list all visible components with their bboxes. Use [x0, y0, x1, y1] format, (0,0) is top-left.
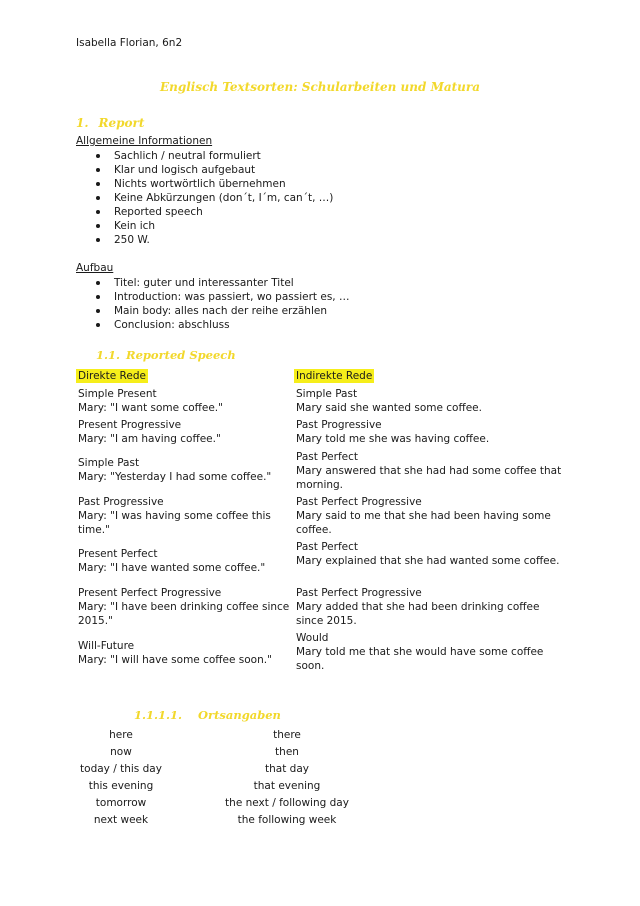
- tense-name: Simple Present: [78, 388, 157, 400]
- tense-name: Present Perfect Progressive: [78, 587, 222, 599]
- place-row: [0, 761, 640, 778]
- subsection-title: Reported Speech: [126, 348, 236, 362]
- list-item: Kein ich: [76, 219, 333, 233]
- section-number: 1.: [76, 116, 89, 130]
- tense-name: Would: [296, 632, 329, 644]
- indirect-expression: then: [275, 746, 299, 758]
- indirect-entry: [296, 387, 566, 415]
- direct-speech-header: Direkte Rede: [78, 370, 146, 382]
- indirect-entry: [296, 450, 566, 492]
- subsubsection-title: Ortsangaben: [198, 708, 281, 722]
- indirect-expression: that day: [265, 763, 309, 775]
- example-sentence: Mary: "I have wanted some coffee.": [78, 562, 266, 574]
- direct-expression: here: [109, 729, 133, 741]
- direct-entry: [78, 547, 293, 575]
- tense-name: Simple Past: [296, 388, 358, 400]
- direct-entry: [78, 418, 293, 446]
- list-item: Klar und logisch aufgebaut: [76, 163, 333, 177]
- list-item: Main body: alles nach der reihe erzählen: [76, 304, 349, 318]
- example-sentence: Mary told me that she would have some coffee soon.: [296, 646, 544, 672]
- direct-expression: now: [110, 746, 132, 758]
- list-item: Conclusion: abschluss: [76, 318, 349, 332]
- direct-entry: [78, 639, 293, 667]
- general-info-heading: Allgemeine Informationen: [76, 135, 213, 147]
- subsubsection-heading-ortsangaben: [134, 708, 281, 722]
- list-item: Keine Abkürzungen (don´t, I´m, can´t, …): [76, 191, 333, 205]
- indirect-expression: the next / following day: [225, 797, 349, 809]
- place-row: [0, 778, 640, 795]
- example-sentence: Mary: "I want some coffee.": [78, 402, 223, 414]
- list-item: Reported speech: [76, 205, 333, 219]
- direct-expression: this evening: [88, 780, 154, 792]
- indirect-expression: that evening: [253, 780, 321, 792]
- place-row: [0, 812, 640, 829]
- direct-entry: [78, 495, 293, 537]
- list-item: 250 W.: [76, 233, 333, 247]
- place-row: [0, 795, 640, 812]
- example-sentence: Mary answered that she had had some coffee that morning.: [296, 465, 562, 491]
- indirect-entry: [296, 418, 566, 446]
- list-item: Nichts wortwörtlich übernehmen: [76, 177, 333, 191]
- tense-name: Present Perfect: [78, 548, 158, 560]
- indirect-expression: there: [273, 729, 301, 741]
- direct-expression: tomorrow: [95, 797, 147, 809]
- example-sentence: Mary: "I was having some coffee this time.": [78, 510, 271, 536]
- tense-name: Past Perfect: [296, 541, 359, 553]
- tense-name: Past Perfect Progressive: [296, 496, 422, 508]
- list-item: Sachlich / neutral formuliert: [76, 149, 333, 163]
- direct-entry: [78, 387, 293, 415]
- example-sentence: Mary: "I have been drinking coffee since 2015.": [78, 601, 290, 627]
- example-sentence: Mary explained that she had wanted some coffee.: [296, 555, 560, 567]
- list-item: Introduction: was passiert, wo passiert es, …: [76, 290, 349, 304]
- place-row: [0, 744, 640, 761]
- indirect-entry: [296, 631, 566, 673]
- tense-name: Will-Future: [78, 640, 135, 652]
- direct-entry: [78, 586, 293, 628]
- example-sentence: Mary: "Yesterday I had some coffee.": [78, 471, 272, 483]
- example-sentence: Mary said she wanted some coffee.: [296, 402, 482, 414]
- subsubsection-number: 1.1.1.1.: [134, 708, 183, 722]
- indirect-speech-header: Indirekte Rede: [296, 370, 373, 382]
- tense-name: Past Progressive: [296, 419, 382, 431]
- example-sentence: Mary: "I will have some coffee soon.": [78, 654, 272, 666]
- example-sentence: Mary: "I am having coffee.": [78, 433, 221, 445]
- indirect-entry: [296, 540, 566, 568]
- author-line: Isabella Florian, 6n2: [76, 37, 183, 49]
- example-sentence: Mary told me she was having coffee.: [296, 433, 490, 445]
- tense-name: Simple Past: [78, 457, 140, 469]
- place-row: [0, 727, 640, 744]
- indirect-entry: [296, 586, 566, 628]
- structure-heading: Aufbau: [76, 262, 114, 274]
- tense-name: Past Perfect Progressive: [296, 587, 422, 599]
- example-sentence: Mary added that she had been drinking coffee since 2015.: [296, 601, 540, 627]
- subsection-heading-reported-speech: [96, 348, 236, 362]
- subsection-number: 1.1.: [96, 348, 121, 362]
- structure-list: [76, 276, 349, 332]
- general-info-list: [76, 149, 333, 247]
- direct-expression: next week: [93, 814, 149, 826]
- document-title: Englisch Textsorten: Schularbeiten und Matura: [159, 80, 480, 94]
- indirect-expression: the following week: [237, 814, 337, 826]
- direct-expression: today / this day: [80, 763, 162, 775]
- tense-name: Past Perfect: [296, 451, 359, 463]
- tense-name: Present Progressive: [78, 419, 182, 431]
- direct-entry: [78, 456, 293, 484]
- indirect-entry: [296, 495, 566, 537]
- list-item: Titel: guter und interessanter Titel: [76, 276, 349, 290]
- section-heading-report: [76, 116, 144, 130]
- section-title: Report: [98, 116, 145, 130]
- example-sentence: Mary said to me that she had been having some coffee.: [296, 510, 551, 536]
- tense-name: Past Progressive: [78, 496, 164, 508]
